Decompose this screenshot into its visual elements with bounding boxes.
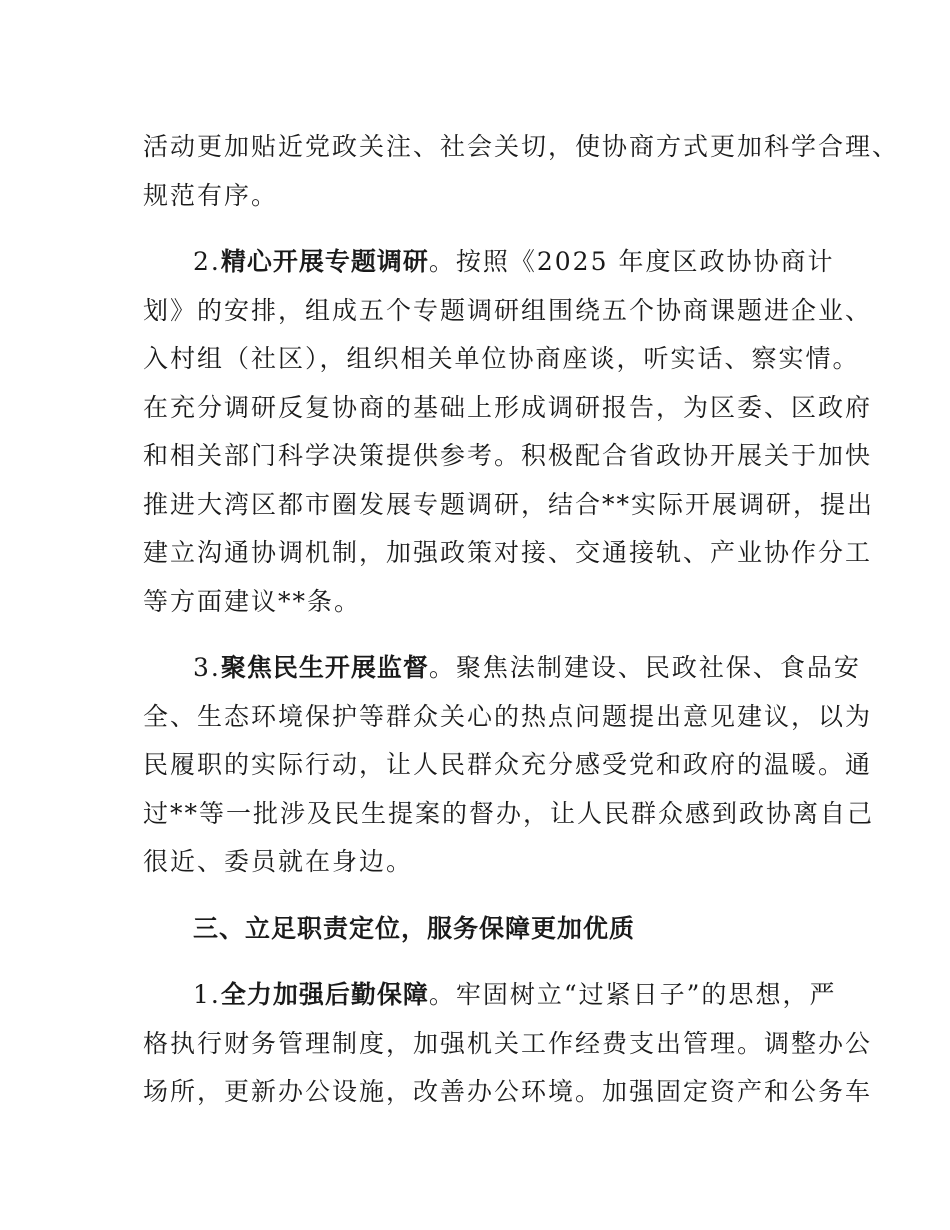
item-title: 全力加强后勤保障	[220, 980, 429, 1009]
paragraph-first-line	[143, 971, 837, 1020]
document-body	[143, 123, 900, 1135]
text-line: 规范有序。	[143, 180, 279, 210]
text-line: 入村组（社区），组织相关单位协商座谈，听实话、察实情。	[143, 344, 860, 373]
text-line: 活动更加贴近党政关注、社会关切，使协商方式更加科学合理、	[143, 132, 900, 161]
section-heading: 三、立足职责定位，服务保障更加优质	[193, 913, 636, 943]
text-line: 划》的安排，组成五个专题调研组围绕五个协商课题进企业、	[143, 295, 873, 325]
text-line: 全、生态环境保护等群众关心的热点问题提出意见建议，以为	[143, 701, 873, 731]
text-line: 和相关部门科学决策提供参考。积极配合省政协开展关于加快	[143, 441, 873, 470]
text-line: 场所，更新办公设施，改善办公环境。加强固定资产和公务车	[143, 1077, 873, 1106]
paragraph-first-line	[143, 644, 861, 693]
text-line: 过**等一批涉及民生提案的督办，让人民群众感到政协离自己	[143, 798, 875, 828]
paragraph-continuation	[143, 123, 900, 220]
item-text: 。聚焦法制建设、民政社保、食品安	[428, 653, 861, 682]
item-text: 。牢固树立“过紧日子”的思想，严	[428, 980, 837, 1009]
item-number: 3.	[193, 653, 221, 682]
text-line: 推进大湾区都市圈发展专题调研，结合**实际开展调研，提出	[143, 489, 875, 519]
item-title: 精心开展专题调研	[220, 247, 429, 276]
paragraph-logistics	[143, 971, 873, 1117]
text-line: 在充分调研反复协商的基础上形成调研报告，为区委、区政府	[143, 392, 873, 422]
item-number: 1.	[193, 980, 221, 1009]
item-title: 聚焦民生开展监督	[220, 653, 429, 682]
text-line: 民履职的实际行动，让人民群众充分感受党和政府的温暖。通	[143, 750, 873, 779]
paragraph-special-research	[143, 238, 875, 626]
item-text: 。按照《2025 年度区政协协商计	[428, 247, 835, 276]
item-number: 2.	[193, 247, 221, 276]
text-line: 格执行财务管理制度，加强机关工作经费支出管理。调整办公	[143, 1028, 873, 1058]
paragraph-first-line	[143, 238, 835, 287]
paragraph-livelihood-supervision	[143, 644, 875, 887]
text-line: 建立沟通协调机制，加强政策对接、交通接轨、产业协作分工	[143, 538, 873, 567]
text-line: 很近、委员就在身边。	[143, 847, 414, 876]
text-line: 等方面建议**条。	[143, 586, 362, 616]
